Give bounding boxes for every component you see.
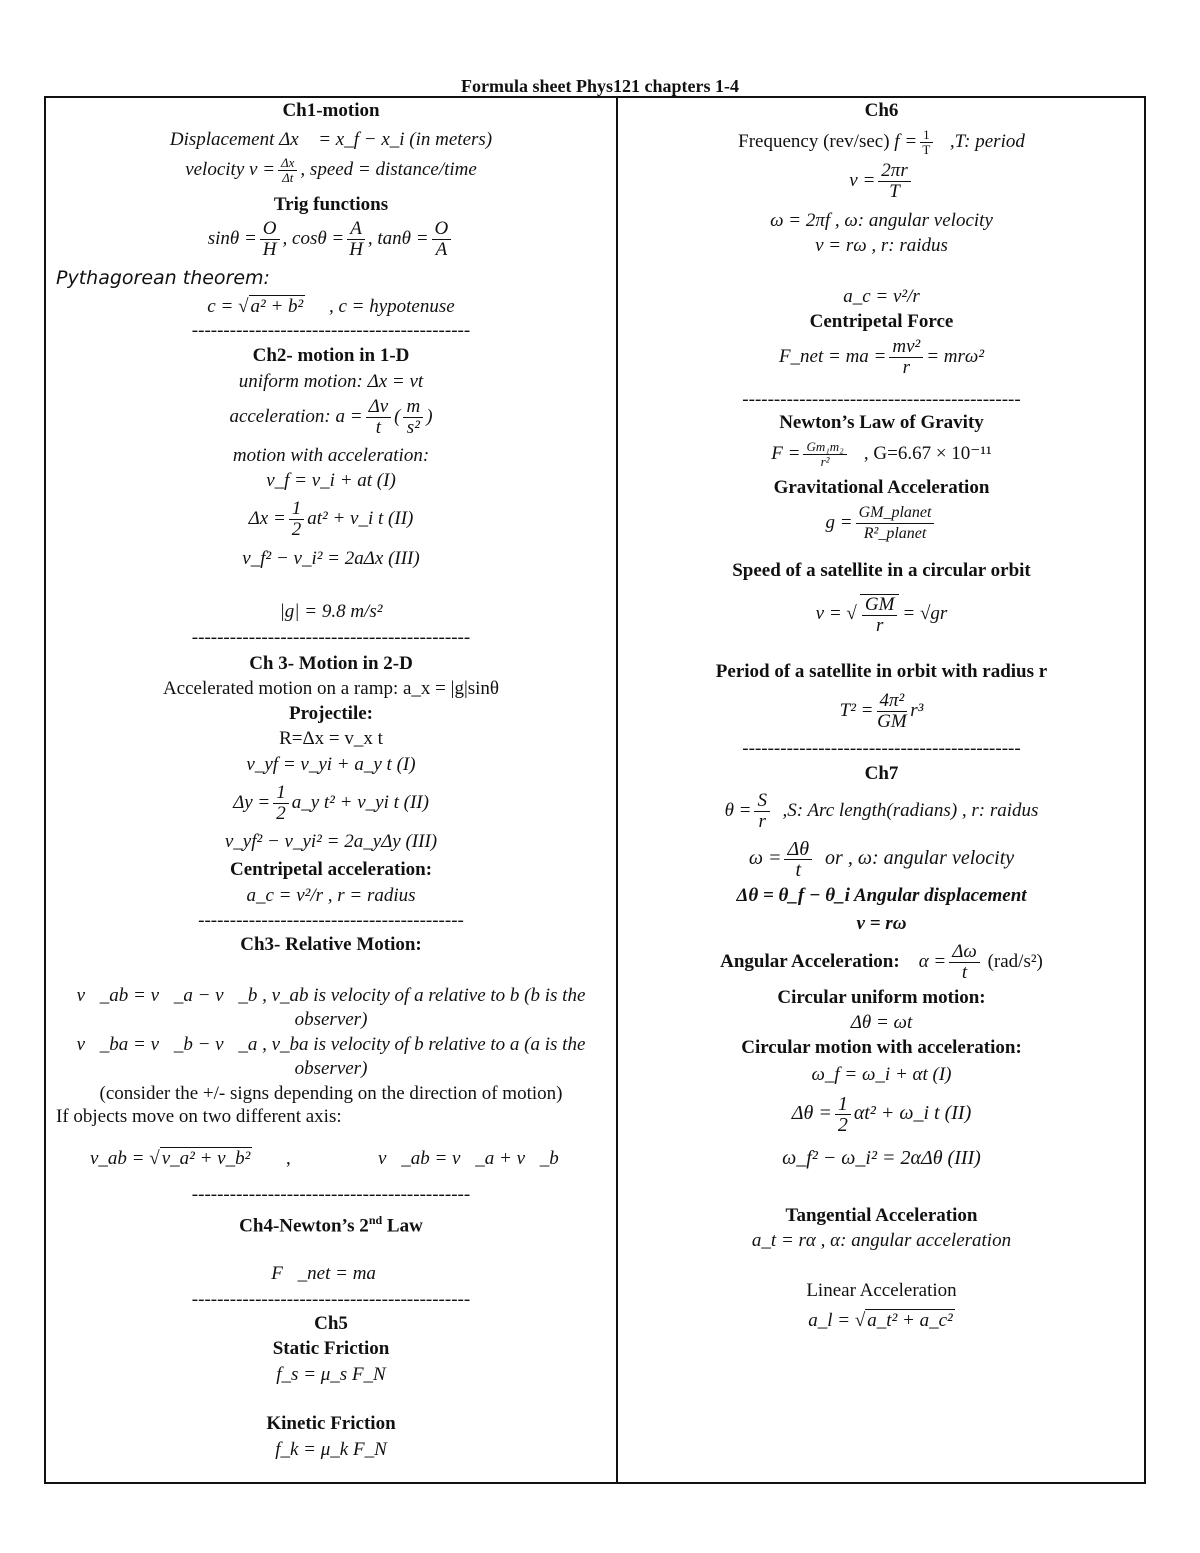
projectile-eq-3: v_yf² − v_yi² = 2a_yΔy (III) (224, 831, 438, 852)
page-title: Formula sheet Phys121 chapters 1-4 (461, 76, 739, 96)
projectile-eq-2 (46, 780, 616, 826)
ch7-heading: Ch7 (864, 763, 899, 784)
speed-formula: , speed = distance/time (300, 158, 477, 180)
gravity-num: Gm₁m₂ (803, 440, 846, 455)
angular-displacement: Δθ = θ_f − θ_i Angular displacement (736, 885, 1027, 906)
separator: ------------------------------------------ (198, 910, 464, 931)
sat-num: GM (862, 595, 898, 616)
circ2-den: 2 (837, 1113, 848, 1136)
theta-num: S (754, 791, 770, 812)
accel-unit-num: m (403, 397, 423, 418)
cos-den: H (349, 239, 363, 261)
centripetal-force-formula (618, 336, 1145, 378)
proj2-lhs: Δy = (233, 792, 271, 813)
gravity-heading: Newton’s Law of Gravity (779, 412, 984, 433)
relative-velocity-2: v⃗_ba = v⃗_b − v⃗_a , v_ba is velocity of b relative to a (a is the (76, 1034, 586, 1055)
two-axis-magnitude: v_ab = √ v_a² + v_b² (90, 1148, 251, 1169)
linear-angular-speed: v = rω , r: raidus (815, 235, 948, 256)
angular-accel-lhs: α = (918, 951, 947, 972)
angular-acceleration-formula (618, 940, 1145, 984)
cos-lhs: , cosθ = (282, 228, 345, 249)
kinematic-eq-3: v_f² − v_i² = 2aΔx (III) (242, 548, 420, 569)
velocity-formula (46, 156, 616, 185)
circular-eq-2 (618, 1090, 1145, 1136)
centripetal-accel-formula: a_c = v²/r (843, 286, 920, 307)
ch6-heading: Ch6 (864, 100, 899, 121)
separator: -------------------------------------------- (191, 320, 471, 341)
accel-unit-den: s² (406, 417, 420, 439)
velocity-lhs: velocity v = (185, 158, 276, 180)
ch4-heading (46, 1209, 616, 1237)
sat-den: r (875, 614, 884, 636)
angular-accel-unit: (rad/s²) (987, 951, 1043, 972)
speed-circular-formula (618, 160, 1145, 202)
separator: -------------------------------------------- (191, 1184, 471, 1205)
pythagorean-radicand: a² + b² (250, 296, 304, 317)
period-note: ,T: period (949, 131, 1025, 152)
eq2-num: 1 (289, 499, 305, 520)
circular-uniform-formula: Δθ = ωt (850, 1012, 913, 1033)
period-den: GM (877, 711, 907, 733)
pythagorean-formula: c = √ a² + b² , c = hypotenuse (207, 296, 455, 317)
acceleration-formula: acceleration: a = $\frac{\Delta v}{t}$ ( $\frac{m}{\text{s²}}$ ) (229, 396, 433, 439)
linear-speed-bold: v = rω (856, 913, 907, 934)
frequency-den: T (922, 142, 931, 158)
omega7-num: Δθ (784, 839, 812, 860)
accel-den: t (375, 417, 381, 439)
accel-lhs: acceleration: a = (229, 406, 363, 427)
tan-den: A (435, 239, 448, 261)
angular-velocity-formula: ω = 2πf , ω: angular velocity (770, 210, 993, 231)
kinetic-friction-heading: Kinetic Friction (266, 1413, 396, 1434)
two-axis-vector: v⃗_ab = v⃗_a + v⃗_b (378, 1148, 559, 1169)
frequency-label: Frequency (rev/sec) (738, 131, 890, 152)
tan-lhs: , tanθ = (367, 228, 429, 249)
circular-uniform-heading: Circular uniform motion: (777, 987, 986, 1008)
static-friction-formula: f_s = μ_s F_N (276, 1364, 386, 1385)
fnet-num: mv² (889, 337, 923, 358)
frequency-formula (618, 124, 1145, 160)
satellite-period-formula (618, 690, 1145, 732)
linear-radicand: a_t² + a_c² (867, 1310, 953, 1331)
satellite-period-heading: Period of a satellite in orbit with radius r (715, 661, 1048, 682)
ch3-heading: Ch 3- Motion in 2-D (249, 653, 413, 674)
projectile-heading: Projectile: (288, 703, 374, 724)
angular-velocity-def (618, 837, 1145, 880)
tangential-heading: Tangential Acceleration (785, 1205, 978, 1226)
fnet-lhs: F_net = ma = (778, 346, 887, 367)
speed-circ-lhs: v = (849, 170, 876, 191)
kinematic-eq-2 (46, 496, 616, 542)
fnet-rhs: = mrω² (926, 346, 985, 367)
period-lhs: T² = (839, 700, 874, 721)
ramp-formula: Accelerated motion on a ramp: a_x = |g|sinθ (162, 678, 500, 699)
arc-angle-formula (618, 788, 1145, 834)
angular-accel-den: t (961, 962, 968, 984)
eq2-lhs: Δx = (248, 508, 286, 529)
separator: -------------------------------------------- (191, 1289, 471, 1310)
uniform-motion-formula: uniform motion: Δx = vt (238, 371, 424, 392)
eq2-den: 2 (291, 519, 302, 541)
proj2-den: 2 (276, 803, 286, 825)
trig-heading: Trig functions (273, 194, 389, 215)
proj2-num: 1 (273, 783, 289, 804)
motion-with-acceleration: motion with acceleration: (232, 445, 430, 466)
range-formula: R=Δx = v_x t (279, 728, 383, 749)
pythagorean-note: , c = hypotenuse (328, 296, 455, 317)
circ2-num: 1 (835, 1094, 851, 1115)
theta-note: ,S: Arc length(radians) , r: raidus (782, 800, 1039, 821)
ch5-heading: Ch5 (314, 1313, 348, 1334)
separator: -------------------------------------------- (742, 389, 1021, 410)
separator: -------------------------------------------- (191, 627, 471, 648)
angular-accel-num: Δω (949, 942, 980, 963)
period-num: 4π² (877, 691, 908, 712)
pythagorean-heading: Pythagorean theorem: (56, 267, 270, 289)
accel-num: Δv (366, 397, 392, 418)
pythagorean-lhs: c = (207, 296, 234, 317)
centripetal-force-heading: Centripetal Force (809, 311, 954, 332)
g-num: GM_planet (856, 503, 935, 524)
circ2-lhs: Δθ = (791, 1102, 832, 1124)
tan-num: O (432, 219, 452, 240)
ch4-heading-text: Ch4-Newton’s 2 (239, 1215, 369, 1237)
proj2-rhs: a_y t² + v_yi t (II) (291, 792, 429, 813)
ch4-heading-law: Law (382, 1215, 423, 1237)
two-axis-comma: , (286, 1148, 291, 1169)
cos-num: A (347, 219, 365, 240)
velocity-fraction (278, 156, 297, 185)
grav-accel-heading: Gravitational Acceleration (773, 477, 990, 498)
theta-lhs: θ = (724, 800, 752, 821)
ch4-heading-sup: nd (368, 1213, 383, 1227)
eq2-rhs: at² + v_i t (II) (307, 508, 414, 529)
omega7-note: or , ω: angular velocity (825, 847, 1015, 869)
gravity-constant: , G=6.67 × 10⁻¹¹ (863, 443, 992, 464)
two-axis-radicand: v_a² + v_b² (161, 1148, 251, 1169)
velocity-num: Δx (278, 156, 297, 171)
gravity-formula (618, 436, 1145, 472)
circular-eq-3: ω_f² − ω_i² = 2αΔθ (III) (782, 1147, 981, 1169)
linear-accel-heading: Linear Acceleration (806, 1280, 957, 1301)
trig-formulas (46, 218, 616, 260)
gravity-lhs: F = (771, 443, 801, 464)
tangential-formula: a_t = rα , α: angular acceleration (751, 1230, 1012, 1251)
gravity-den: r² (820, 454, 830, 470)
two-axis-lhs: v_ab = (90, 1148, 145, 1169)
gravity-value: |g| = 9.8 m/s² (279, 601, 383, 622)
linear-lhs: a_l = (808, 1310, 851, 1331)
ch1-heading: Ch1-motion (282, 100, 380, 121)
signs-note: (consider the +/- signs depending on the direction of motion) (99, 1083, 563, 1104)
frequency-lhs: f = (894, 131, 918, 152)
two-axis-intro: If objects move on two different axis: (56, 1106, 342, 1127)
circ2-rhs: αt² + ω_i t (II) (853, 1102, 972, 1124)
ch3-relative-heading: Ch3- Relative Motion: (240, 934, 422, 955)
sin-num: O (260, 219, 280, 240)
relative-velocity-1: v⃗_ab = v⃗_a − v⃗_b , v_ab is velocity of a relative to b (b is the (76, 985, 586, 1006)
newton-second-law: F⃗_net = ma⃗ (271, 1263, 391, 1284)
satellite-speed-formula: v = √ $\frac{GM}{r}$ = √gr (815, 593, 948, 636)
relative-velocity-2-cont: observer) (294, 1058, 368, 1079)
displacement-formula: Displacement Δx⃗ = x_f − x_i (in meters) (169, 129, 493, 150)
centripetal-heading: Centripetal acceleration: (229, 859, 433, 880)
static-friction-heading: Static Friction (272, 1338, 390, 1359)
sat-lhs: v = (815, 603, 842, 624)
grav-accel-formula (618, 502, 1145, 544)
kinematic-eq-1: v_f = v_i + at (I) (266, 470, 396, 491)
kinetic-friction-formula: f_k = μ_k F_N (275, 1439, 387, 1460)
omega7-lhs: ω = (748, 847, 782, 869)
linear-accel-formula: a_l = √ a_t² + a_c² (808, 1310, 953, 1331)
circular-eq-1: ω_f = ω_i + αt (I) (811, 1064, 952, 1085)
circular-accel-heading: Circular motion with acceleration: (741, 1037, 1022, 1058)
g-den: R²_planet (863, 525, 927, 543)
speed-circ-num: 2πr (878, 161, 910, 182)
velocity-den: Δt (282, 170, 294, 185)
relative-velocity-1-cont: observer) (294, 1009, 368, 1030)
omega7-den: t (795, 858, 802, 881)
fnet-den: r (902, 357, 910, 379)
sin-den: H (262, 239, 277, 261)
g-lhs: g = (825, 512, 853, 533)
period-rhs: r³ (910, 700, 924, 721)
centripetal-formula: a_c = v²/r , r = radius (246, 885, 416, 906)
theta-den: r (758, 811, 766, 833)
speed-circ-den: T (889, 181, 900, 203)
projectile-eq-1: v_yf = v_yi + a_y t (I) (246, 754, 416, 775)
satellite-speed-heading: Speed of a satellite in a circular orbit (732, 560, 1031, 581)
sin-lhs: sinθ = (207, 228, 257, 249)
sat-rhs: = √gr (902, 603, 948, 624)
frequency-num: 1 (920, 128, 933, 143)
ch2-heading: Ch2- motion in 1-D (252, 345, 410, 366)
angular-accel-label: Angular Acceleration: (720, 951, 900, 972)
separator: -------------------------------------------- (742, 738, 1021, 759)
